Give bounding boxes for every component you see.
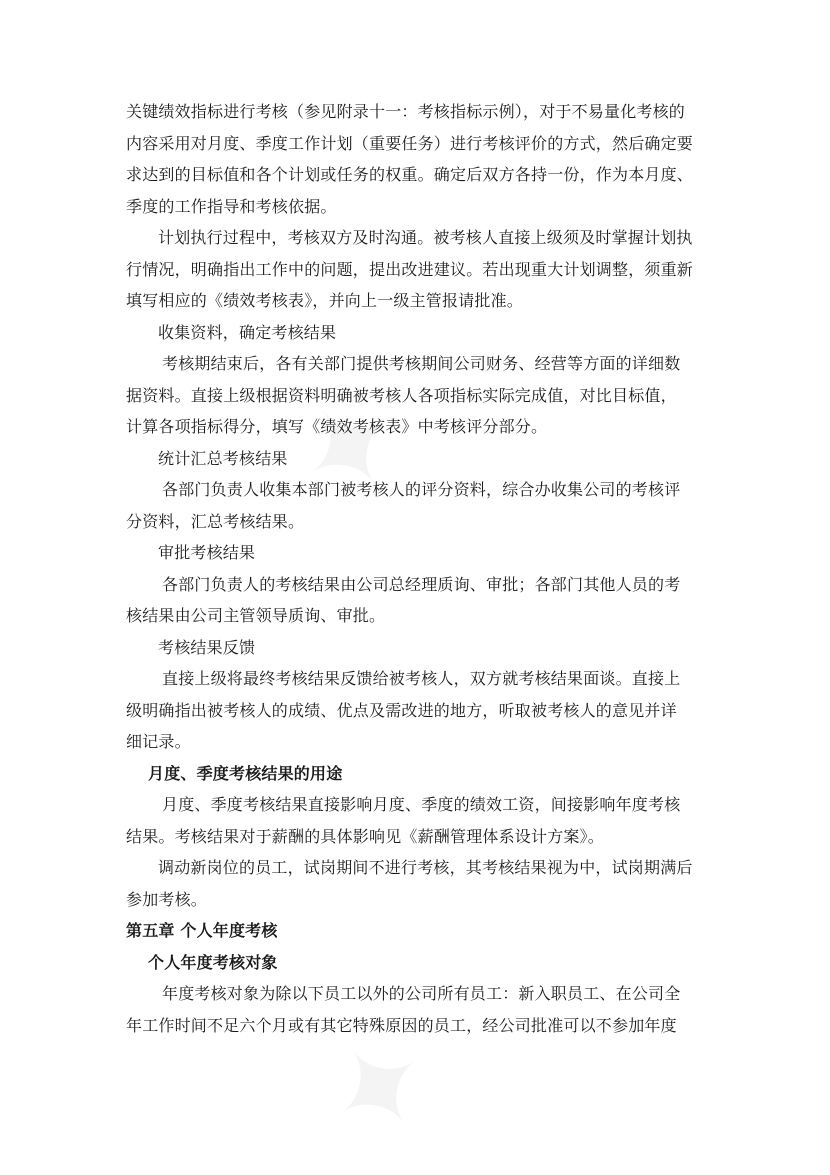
paragraph-start: 年度考核对象为除以下员工以外的公司所有员工：新入职员工、在公司全 [162, 984, 681, 1003]
text-line: 填写相应的《绩效考核表》，并向上一级主管报请批准。 [126, 291, 524, 310]
subsection-title: 审批考核结果 [158, 543, 256, 562]
text-line: 内容采用对月度、季度工作计划（重要任务）进行考核评价的方式，然后确定要 [126, 133, 694, 153]
paragraph-start: 各部门负责人的考核结果由公司总经理质询、审批；各部门其他人员的考 [162, 574, 681, 594]
text-line: 据资料。直接上级根据资料明确被考核人各项指标实际完成值，对比目标值， [126, 385, 677, 405]
text-line: 求达到的目标值和各个计划或任务的权重。确定后双方各持一份，作为本月度、 [126, 165, 694, 184]
chapter-heading: 第五章 个人年度考核 [126, 921, 278, 940]
paragraph-start: 各部门负责人收集本部门被考核人的评分资料，综合办收集公司的考核评 [162, 480, 681, 499]
subsection-title: 统计汇总考核结果 [158, 448, 288, 468]
text-line: 行情况，明确指出工作中的问题，提出改进建议。若出现重大计划调整，须重新 [126, 259, 694, 279]
paragraph-start: 考核期结束后，各有关部门提供考核期间公司财务、经营等方面的详细数 [162, 354, 681, 373]
text-line: 分资料，汇总考核结果。 [126, 511, 305, 531]
paragraph-start: 调动新岗位的员工，试岗期间不进行考核，其考核结果视为中，试岗期满后 [158, 858, 693, 877]
text-line: 年工作时间不足六个月或有其它特殊原因的员工，经公司批准可以不参加年度 [126, 1015, 677, 1035]
document-body [126, 96, 710, 1041]
text-line: 细记录。 [126, 732, 191, 751]
text-line: 级明确指出被考核人的成绩、优点及需改进的地方，听取被考核人的意见并详 [126, 700, 677, 720]
paragraph-start: 月度、季度考核结果直接影响月度、季度的绩效工资，间接影响年度考核 [162, 795, 681, 814]
text-line: 结果。考核结果对于薪酬的具体影响见《薪酬管理体系设计方案》。 [126, 826, 605, 846]
text-line: 参加考核。 [126, 889, 208, 909]
text-line: 计算各项指标得分，填写《绩效考核表》中考核评分部分。 [126, 417, 548, 436]
text-line: 核结果由公司主管领导质询、审批。 [126, 606, 386, 625]
paragraph-start: 直接上级将最终考核结果反馈给被考核人，双方就考核结果面谈。直接上 [162, 669, 681, 688]
section-heading: 个人年度考核对象 [148, 952, 278, 972]
text-line: 关键绩效指标进行考核（参见附录十一：考核指标示例），对于不易量化考核的 [126, 102, 686, 121]
text-line: 季度的工作指导和考核依据。 [126, 196, 337, 216]
subsection-title: 考核结果反馈 [158, 637, 256, 657]
paragraph-start: 计划执行过程中，考核双方及时沟通。被考核人直接上级须及时掌握计划执 [158, 228, 693, 247]
subsection-title: 收集资料，确定考核结果 [158, 322, 337, 342]
section-heading: 月度、季度考核结果的用途 [148, 763, 343, 783]
